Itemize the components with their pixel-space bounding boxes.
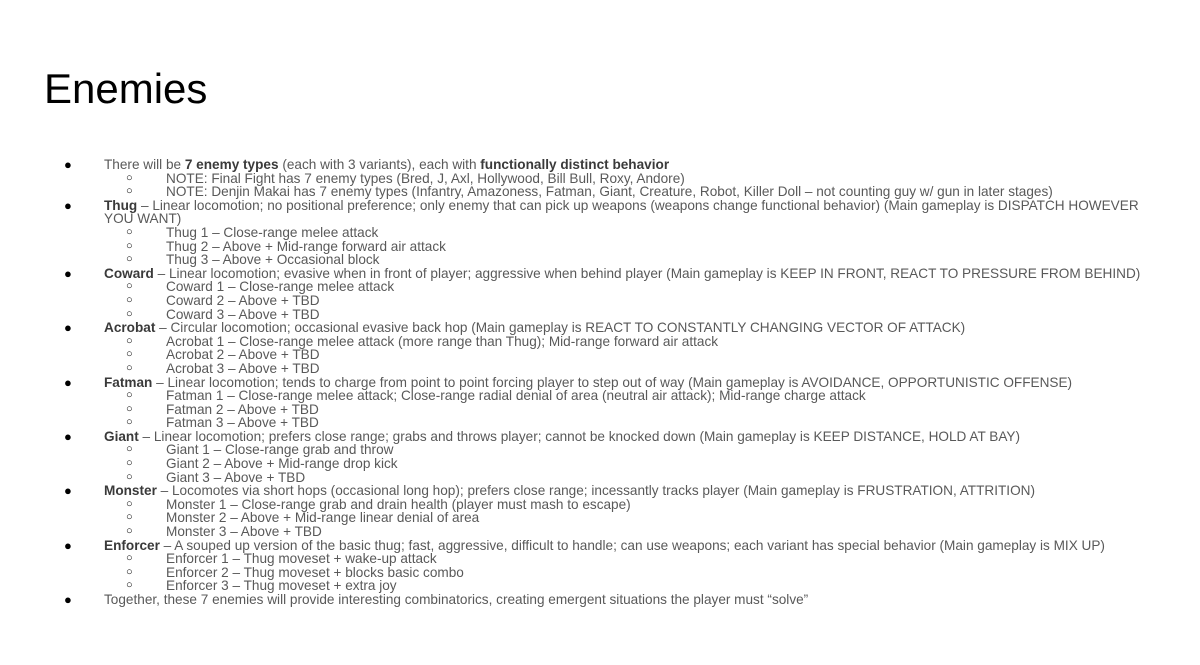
circle-bullet-icon: ○ (126, 225, 133, 238)
sub-item-text: Thug 3 – Above + Occasional block (166, 252, 380, 268)
sub-item-text: Enforcer 2 – Thug moveset + blocks basic combo (166, 564, 464, 580)
circle-bullet-icon: ○ (126, 389, 133, 402)
list-item-text (104, 484, 1164, 498)
circle-bullet-icon: ○ (126, 511, 133, 524)
enemy-name: Fatman (104, 374, 153, 390)
bullet-icon: ● (64, 320, 72, 336)
circle-bullet-icon: ○ (126, 470, 133, 483)
list-item-thug (64, 197, 1164, 268)
enemy-desc: – Locomotes via short hops (occasional long hop); prefers close range; incessantly tracks player (Main gameplay is FRUSTRATION, ATTRITION) (156, 483, 1036, 499)
circle-bullet-icon: ○ (126, 525, 133, 538)
list-item-giant (64, 428, 1164, 485)
intro-bold-behavior: functionally distinct behavior (480, 157, 670, 172)
list-item-text (104, 539, 1164, 553)
circle-bullet-icon: ○ (126, 579, 133, 592)
sub-item (104, 498, 1164, 512)
sub-item-text: Acrobat 2 – Above + TBD (166, 347, 320, 363)
sub-list (104, 172, 1164, 199)
sub-item-text: Coward 3 – Above + TBD (166, 306, 320, 322)
circle-bullet-icon: ○ (126, 565, 133, 578)
sub-item (104, 579, 1164, 593)
list-item-text (104, 199, 1164, 226)
bullet-icon: ● (64, 157, 72, 172)
sub-item-text: Acrobat 3 – Above + TBD (166, 360, 320, 376)
sub-list (104, 389, 1164, 430)
sub-item (104, 348, 1164, 362)
sub-item-text: Acrobat 1 – Close-range melee attack (more range than Thug); Mid-range forward air attack (166, 333, 719, 349)
sub-list (104, 335, 1164, 376)
circle-bullet-icon: ○ (126, 334, 133, 347)
enemy-name: Coward (104, 265, 154, 281)
sub-item-text: Monster 2 – Above + Mid-range linear denial of area (166, 510, 480, 526)
enemy-desc: – Linear locomotion; tends to charge from point to point forcing player to step out of way (Main gameplay is AVOIDANCE, OPPORTUNISTIC OFFENSE) (152, 374, 1073, 390)
list-item-text (104, 321, 1164, 335)
sub-item-text: Fatman 3 – Above + TBD (166, 415, 319, 431)
sub-item (104, 253, 1164, 267)
list-item-enforcer (64, 537, 1164, 594)
bullet-icon: ● (64, 197, 72, 213)
sub-item-text: Monster 1 – Close-range grab and drain health (player must mash to escape) (166, 496, 631, 512)
sub-item (104, 403, 1164, 417)
bullet-icon: ● (64, 428, 72, 444)
sub-item-text: Giant 2 – Above + Mid-range drop kick (166, 456, 398, 472)
list-item-fatman (64, 374, 1164, 431)
bullet-icon: ● (64, 374, 72, 390)
list-item-text (104, 158, 1164, 172)
sub-item (104, 172, 1164, 186)
enemy-name: Giant (104, 428, 139, 444)
sub-item (104, 457, 1164, 471)
list-item-intro (64, 157, 1164, 200)
bullet-icon: ● (64, 537, 72, 553)
sub-item-text: Giant 1 – Close-range grab and throw (166, 442, 394, 458)
circle-bullet-icon: ○ (126, 497, 133, 510)
enemy-name: Enforcer (104, 537, 160, 553)
circle-bullet-icon: ○ (126, 293, 133, 306)
list-item-monster (64, 483, 1164, 540)
intro-pre: There will be (104, 157, 185, 172)
sub-item (104, 226, 1164, 240)
sub-item (104, 552, 1164, 566)
sub-item-text: Fatman 2 – Above + TBD (166, 401, 319, 417)
sub-item-text: NOTE: Denjin Makai has 7 enemy types (Infantry, Amazoness, Fatman, Giant, Creature, Robot, Killer Doll – not counting guy w/ gun in later stages) (166, 184, 1053, 200)
sub-item (104, 308, 1164, 322)
sub-list (104, 280, 1164, 321)
circle-bullet-icon: ○ (126, 348, 133, 361)
sub-item (104, 362, 1164, 376)
sub-item-text: Enforcer 3 – Thug moveset + extra joy (166, 578, 397, 594)
list-item-text: Together, these 7 enemies will provide interesting combinatorics, creating emergent situations the player must “solve” (104, 592, 809, 607)
bullet-icon: ● (64, 592, 72, 607)
sub-item-text: Monster 3 – Above + TBD (166, 524, 322, 540)
sub-item-text: Thug 2 – Above + Mid-range forward air attack (166, 238, 446, 254)
list-item-text (104, 376, 1164, 390)
enemy-desc: – A souped up version of the basic thug; fast, aggressive, difficult to handle; can use weapons; each variant has special behavior (Main gameplay is MIX UP) (159, 537, 1105, 553)
circle-bullet-icon: ○ (126, 171, 133, 184)
sub-item (104, 443, 1164, 457)
list-item-text (104, 430, 1164, 444)
enemy-name: Acrobat (104, 320, 156, 336)
sub-item (104, 511, 1164, 525)
intro-bold-count: 7 enemy types (184, 157, 279, 172)
slide-title: Enemies (44, 65, 208, 112)
list-item-text (104, 267, 1164, 281)
sub-item-text: Thug 1 – Close-range melee attack (166, 224, 379, 240)
sub-item-text: Enforcer 1 – Thug moveset + wake-up attack (166, 551, 437, 567)
list-item-coward (64, 265, 1164, 322)
bullet-list (64, 157, 1164, 607)
list-item-conclusion (64, 592, 1164, 607)
circle-bullet-icon: ○ (126, 280, 133, 293)
enemy-desc: – Linear locomotion; prefers close range; grabs and throws player; cannot be knocked down (Main gameplay is KEEP DISTANCE, HOLD AT BAY) (138, 428, 1020, 444)
sub-item-text: Fatman 1 – Close-range melee attack; Close-range radial denial of area (neutral air attack); Mid-range charge attack (166, 388, 866, 404)
sub-list (104, 226, 1164, 267)
circle-bullet-icon: ○ (126, 253, 133, 266)
sub-list (104, 552, 1164, 593)
enemy-desc: – Circular locomotion; occasional evasive back hop (Main gameplay is REACT TO CONSTANTLY CHANGING VECTOR OF ATTACK) (155, 320, 966, 336)
sub-item (104, 471, 1164, 485)
sub-item (104, 335, 1164, 349)
circle-bullet-icon: ○ (126, 443, 133, 456)
sub-item (104, 280, 1164, 294)
sub-item (104, 185, 1164, 199)
sub-item (104, 566, 1164, 580)
list-item-acrobat (64, 320, 1164, 376)
sub-item (104, 389, 1164, 403)
enemy-name: Monster (104, 483, 157, 499)
sub-item (104, 525, 1164, 539)
circle-bullet-icon: ○ (126, 239, 133, 252)
bullet-icon: ● (64, 265, 72, 281)
sub-item-text: Coward 1 – Close-range melee attack (166, 279, 395, 295)
circle-bullet-icon: ○ (126, 361, 133, 374)
circle-bullet-icon: ○ (126, 402, 133, 415)
circle-bullet-icon: ○ (126, 416, 133, 429)
sub-item-text: Coward 2 – Above + TBD (166, 292, 320, 308)
sub-item-text: Giant 3 – Above + TBD (166, 469, 306, 485)
bullet-icon: ● (64, 483, 72, 499)
sub-item (104, 416, 1164, 430)
sub-list (104, 498, 1164, 539)
circle-bullet-icon: ○ (126, 307, 133, 320)
enemy-name: Thug (104, 197, 138, 213)
sub-item (104, 294, 1164, 308)
sub-list (104, 443, 1164, 484)
enemy-desc: – Linear locomotion; evasive when in front of player; aggressive when behind player (Main gameplay is KEEP IN FRONT, REACT TO PRESSURE FROM BEHIND) (153, 265, 1141, 281)
sub-item (104, 240, 1164, 254)
intro-mid: (each with 3 variants), each with (278, 157, 481, 172)
circle-bullet-icon: ○ (126, 552, 133, 565)
enemy-desc: – Linear locomotion; no positional preference; only enemy that can pick up weapons (weapons change functional behavior) (Main gameplay is DISPATCH HOWEVER YOU WANT) (104, 197, 1139, 227)
sub-item-text: NOTE: Final Fight has 7 enemy types (Bred, J, Axl, Hollywood, Bill Bull, Roxy, Andore) (166, 170, 685, 186)
circle-bullet-icon: ○ (126, 185, 133, 198)
circle-bullet-icon: ○ (126, 457, 133, 470)
